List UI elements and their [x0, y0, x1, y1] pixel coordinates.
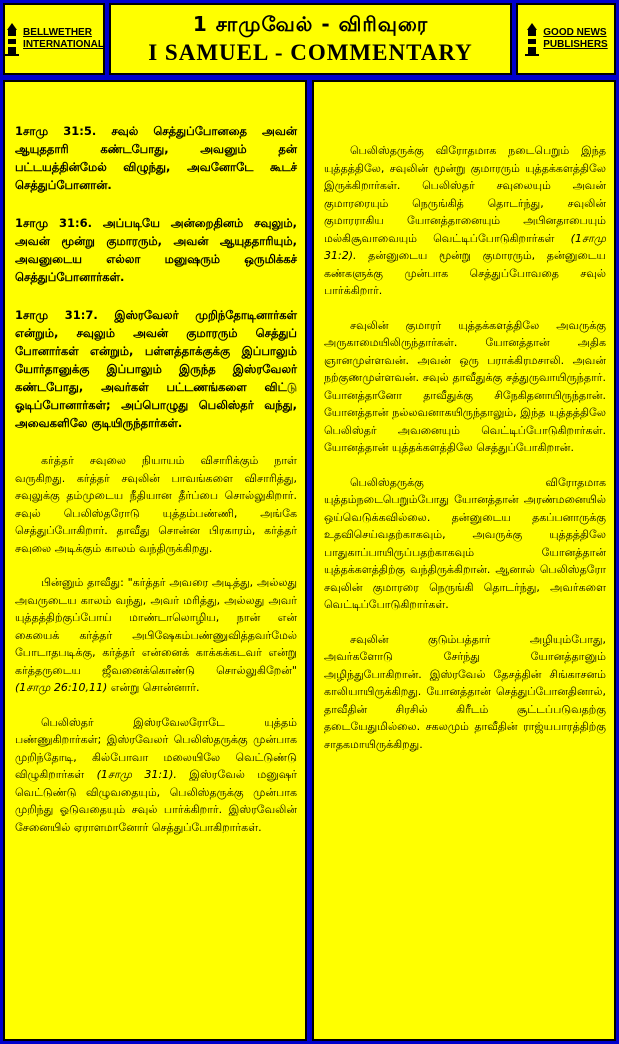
title-box [109, 3, 512, 75]
commentary-paragraph: கர்த்தர் சவுலை நியாயம் விசாரிக்கும் நாள் வருகிறது. கர்த்தர் சவுலின் பாவங்களை விசாரித்து, சவுலுக்கு தம்முடைய நீதியான தீர்ப்பை சொல்லுகிறார். சவுல் பெலிஸ்தரோடு யுத்தம்பண்ணி, அங்கே செத்துப்போகிறார். தாவீது சொன்ன பிரகாரம், கர்த்தர் சவுலை அடிக்கும் காலம் வந்திருக்கிறது. [15, 454, 297, 555]
bellwether-logo [4, 22, 104, 56]
logo-right-line1: GOOD NEWS [543, 27, 607, 38]
verse-31-5: 1சாமு 31:5. சவுல் செத்துப்போனதை அவன் ஆயுததாரி கண்டபோது, அவனும் தன் பட்டயத்தின்மேல் விழுந்து, அவனோடே கூடச் செத்துப்போனான். [15, 124, 297, 192]
goodnews-logo [524, 22, 607, 56]
right-column [312, 80, 616, 1041]
lighthouse-icon [4, 22, 20, 56]
paragraph-text: பின்னும் தாவீது: "கர்த்தர் அவரை அடித்து, அல்லது அவருடைய காலம் வந்து, அவர் மரித்து, அல்லது அவர் யுத்தத்திற்குப்போய் மாண்டாலொழிய, நான் என் கையைக் கர்த்தர் அபிஷேகம்பண்ணுவித்தவர்மேல் போடாதபடிக்கு, கர்த்தர் என்னைக் காக்கக்கடவர் என்று கர்த்தருடைய ஜீவனைக்கொண்டு சொல்லுகிறேன்" [15, 576, 297, 677]
left-column [3, 80, 307, 1041]
paragraph-text: தன்னுடைய மூன்று குமாரரும், தன்னுடைய கண்களுக்கு முன்பாக செத்துப்போவதை சவுல் பார்க்கிறார். [324, 249, 606, 297]
commentary-paragraph: சவுலின் குடும்பத்தார் அழியும்போது, அவர்களோடு சேர்ந்து யோனத்தானும் அழிந்துபோகிறான். இஸ்ரவேல் தேசத்தின் சிங்காசனம் காலியாயிருக்கிறது. யோனத்தான் செத்துப்போனதினால், தாவீதின் சிரசில் கிரீடம் சூட்டப்படுவதற்கு தடையேதுமில்லை. சகலமும் தாவீதின் ராஜ்யபாரத்திற்கு சாதகமாயிருக்கிறது. [324, 632, 606, 751]
scripture-reference: (1சாமு 26:10,11) [15, 681, 108, 694]
bellwether-logo-box [3, 3, 105, 75]
verse-31-6: 1சாமு 31:6. அப்படியே அன்றைதினம் சவுலும், அவன் மூன்று குமாரரும், அவன் ஆயுததாரியும், அவனுடைய எல்லா மனுஷரும் ஒருமிக்கச் செத்துப்போனார்கள். [15, 216, 297, 284]
lighthouse-icon [524, 22, 540, 56]
scripture-reference: (1சாமு 31:2). [324, 231, 606, 262]
paragraph-text: பெலிஸ்தர் இஸ்ரவேலரோடே யுத்தம் பண்ணுகிறார்கள்; இஸ்ரவேலர் பெலிஸ்தருக்கு முன்பாக முறிந்தோடி, கில்போவா மலையிலே வெட்டுண்டு விழுகிறார்கள் [15, 715, 297, 781]
verse-31-7: 1சாமு 31:7. இஸ்ரவேலர் முறிந்தோடினார்கள் என்றும், சவுலும் அவன் குமாரரும் செத்துப் போனார்கள் என்றும், பள்ளத்தாக்குக்கு இப்பாலும் யோர்தானுக்கு இப்பாலும் இருந்த இஸ்ரவேலர் கண்டபோது, அவர்கள் பட்டணங்களை விட்டு ஓடிப்போனார்கள்; அப்பொழுது பெலிஸ்தர் வந்து, அவைகளிலே குடியிருந்தார்கள். [15, 308, 297, 430]
scripture-reference: (1சாமு 31:1). [96, 768, 177, 781]
commentary-paragraph [324, 142, 606, 300]
commentary-paragraph [15, 574, 297, 697]
title-tamil: 1 சாமுவேல் - விரிவுரை [192, 12, 429, 36]
title-english: I SAMUEL - COMMENTARY [148, 40, 473, 65]
page-header [3, 3, 616, 75]
paragraph-text: என்று சொன்னார். [107, 681, 200, 694]
paragraph-text: பெலிஸ்தருக்கு விரோதமாக நடைபெறும் இந்த யுத்தத்திலே, சவுலின் மூன்று குமாரரும் யுத்தக்களத்திலே இருக்கிறார்கள். பெலிஸ்தர் சவுலையும் அவன் குமாரரையும் நெருங்கித் தொடர்ந்து, சவுலின் குமாரராகிய யோனத்தானையும் அபினதாபையும் மல்கிசூவாவையும் வெட்டிப்போடுகிறார்கள் [324, 144, 606, 245]
commentary-paragraph: பெலிஸ்தருக்கு விரோதமாக யுத்தம்நடைபெறும்போது யோனத்தான் அரண்மனையில் ஒய்வெடுக்கவில்லை. தன்னுடைய தகப்பனாருக்கு உதவிசெய்வதற்காகவும், அவருக்கு யுத்தத்திலே பாதுகாப்பாயிருப்பதற்காகவும் யோனத்தான் யுத்தக்களத்திற்கு வந்திருக்கிறான். ஆனால் பெலிஸ்தரோ சவுலின் குமாரரை நெருங்கி தொடர்ந்து, அவர்களை வெட்டிப்போடுகிறார்கள். [324, 475, 606, 611]
commentary-paragraph [15, 714, 297, 837]
logo-left-line2: INTERNATIONAL [23, 39, 104, 50]
goodnews-logo-box [516, 3, 616, 75]
logo-right-line2: PUBLISHERS [543, 39, 608, 50]
paragraph-text: இஸ்ரவேல் மனுஷர் வெட்டுண்டு விழுவதையும், பெலிஸ்தருக்கு முன்பாக முறிந்து ஓடுவதையும் சவுல் பார்க்கிறார். இஸ்ரவேலின் சேனையில் ஏராளமானோர் செத்துப்போகிறார்கள். [15, 768, 297, 834]
commentary-paragraph: சவுலின் குமாரர் யுத்தக்களத்திலே அவருக்கு அருகாமையிலிருந்தார்கள். யோனத்தான் அதிக ஞானமுள்ளவன். அவன் ஒரு பராக்கிரமசாலி. அவன் நற்குணமுள்ளவன். சவுல் தாவீதுக்கு சத்துருவாயிருந்தார். யோனத்தானோ தாவீதுக்கு சிநேகிதனாயிருந்தான். யோனத்தான் நல்லவனாகயிருந்தாலும், இந்த யுத்தத்திலே பெலிஸ்தர் அவனையும் வெட்டிப்போடுகிறார்கள். யோனத்தான் யுத்தக்களத்திலே செத்துப்போகிறான். [324, 318, 606, 454]
logo-left-line1: BELLWETHER [23, 27, 92, 38]
